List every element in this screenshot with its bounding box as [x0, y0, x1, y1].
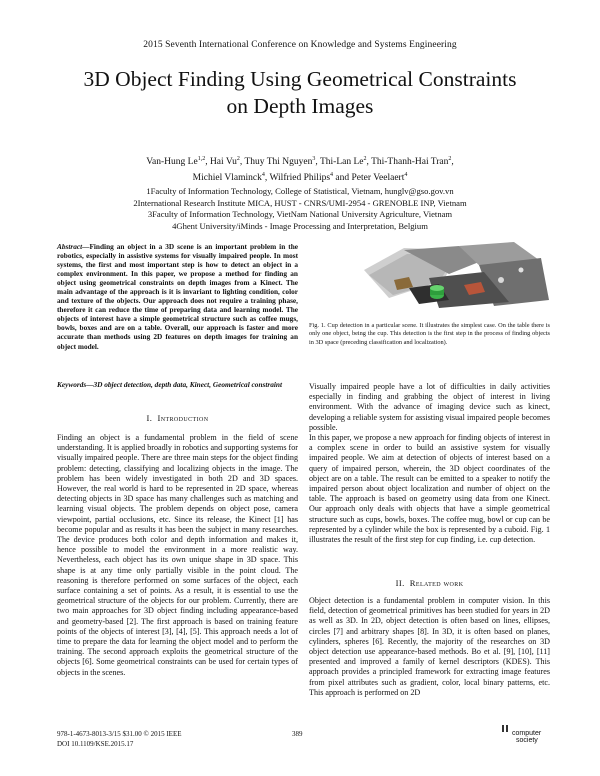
conference-header: 2015 Seventh International Conference on Knowledge and Systems Engineering — [143, 40, 457, 50]
title-line-1: 3D Object Finding Using Geometrical Constraints — [83, 67, 517, 91]
right-paragraph-2: In this paper, we propose a new approach for finding objects of interest in a complex scene in order to build an assistive system for visually impaired people. We aim at detection of objects of interest based on a query of impaired person, wherein, the 3D object coordinates of the object are on a table. The result can be emitted to a speaker to notify the impaired person about object localization and number of object on the table. The approach is based on geometry using data from one Kinect. Our approach only deals with objects that have a simple geometrical structure such as cups, bowls, boxes. The coffee mug, bowl or cup can be represented by a cylinder while the box is represented by a cuboid. Fig. 1 illustrates the result of the first step for cup finding, i.e. cup detection. — [309, 433, 550, 545]
affiliation-4: 4Ghent University/iMinds - Image Processing and Interpretation, Belgium — [172, 220, 428, 231]
keywords: Keywords—3D object detection, depth data, Kinect, Geometrical constraint — [57, 380, 282, 389]
related-work-text: Object detection is a fundamental problem in computer vision. In this field, detection of geometrical primitives has been studied for years in 2D as well as 3D. In 2D, object detection is often based on lines, ellipses, circles [7] and arbitrary shapes [8]. In 3D, it is often based on planes, cylinders, spheres [6]. Recently, the majority of the researches on 3D object detection use appearance-based methods. Bo et al. [9], [10], [11] presented and improved a family of kernel descriptors (KDES). This approach provides a principled framework for extracting image features from pixel attributes such as gradient, color, local binary patterns, etc. This approach is performed on 2D — [309, 596, 550, 697]
authors-line-1: Van-Hung Le$^{1,2}$, Hai Vu$^2$, Thuy Thi Nguyen$^3$, Thi-Lan Le$^2$, Thi-Thanh-Hai Tran$^2$, — [146, 156, 454, 168]
authors-line-2: Michiel Vlaminck$^4$, Wilfried Philips$^4$ and Peter Veelaert$^4$ — [192, 172, 408, 184]
paper-title — [40, 66, 560, 120]
figure-caption: Fig. 1. Cup detection in a particular scene. It illustrates the simplest case. On the table there is only one object, being the cup. This detection is the first step in the process of finding objects in 3D space (preceding classification and localization). — [309, 322, 550, 346]
footer-doi: DOI 10.1109/KSE.2015.17 — [57, 740, 134, 748]
introduction-text: Finding an object is a fundamental problem in the field of scene understanding. It is applied broadly in robotics and supporting systems for visually impaired people. There are three main steps for the object finding problem: detecting, classifying and localizing objects in the image. The problem has been widely investigated in both 2D and 3D spaces. However, the real world is hard to be represented in 2D space, whereas detecting objects in 3D space has many challenges such as matching and learning visual objects. The problem depends on object pose, camera viewpoint, partial occlusions, etc. Since its release, the Kinect [1] has become popular and as results it has been the subject in many researches. The device produces both color and depth information and makes it, hence possible to model the environment in a more realistic way. Nevertheless, each object has its own unique shape in 3D space. This shape is at any time only partially visible in the point cloud. The reasoning is therefore performed on some surfaces of the object, each surface containing a set of points. As a result, it is essential to use the geometrical structure of the objects for our problem. Currently, there are two main approaches for 3D object finding including appearance-based and geometry-based [2]. The first approach is based on training feature points of the objects of interest [3], [4], [5]. This approach needs a lot of time to prepare the data for learning the object model and to perform the training. The second approach exploits the geometrical structure of the objects [6]. Some geometrical constraints can be used for certain types of objects in the scenes. — [57, 433, 298, 677]
affiliation-1: 1Faculty of Information Technology, College of Statistical, Vietnam, hunglv@gso.gov.vn — [146, 186, 454, 196]
author-list — [60, 153, 540, 185]
title-line-2: on Depth Images — [226, 94, 374, 118]
page-number: 389 — [292, 730, 303, 738]
section-heading-introduction — [57, 413, 298, 423]
figure-1 — [309, 240, 550, 314]
logo-text-society: society — [516, 737, 538, 744]
affiliation-3: 3Faculty of Information Technology, VietNam National University Agriculture, Vietnam — [147, 209, 453, 220]
section-title: Introduction — [157, 413, 209, 423]
section-number: II. — [395, 578, 405, 588]
abstract — [57, 242, 298, 351]
abstract-text: —Finding an object in a 3D scene is an important problem in the robotics, especially in assistive systems for visually impaired people. In most systems, the first and most important step is how to detect an object in a complex environment. In this paper, we propose a method for finding an object using geometrical constraints on depth images from a Kinect. The main advantage of the approach is it is invariant to lighting condition, color and texture of the objects. Our approach does not require a training phase, therefore it can reduce the time of preparing data and learning model. The objects of interest have a simple geometrical structure such as coffee mugs, bowls, boxes and are on a table. Overall, our approach is faster and more accurate than methods using 2D features on depth images for training an object model. — [57, 242, 298, 351]
affiliation-2: 2International Research Institute MICA, HUST - CNRS/UMI-2954 - GRENOBLE INP, Vietnam — [133, 197, 467, 208]
affiliations — [60, 186, 540, 232]
logo-text-computer: computer — [512, 730, 542, 737]
computer-society-logo — [500, 722, 550, 750]
section-title: Related work — [409, 578, 464, 588]
section-number: I. — [146, 413, 153, 423]
footer-isbn: 978-1-4673-8013-3/15 $31.00 © 2015 IEEE — [57, 730, 182, 738]
section-heading-related-work — [309, 578, 550, 588]
point-cloud-image — [309, 240, 550, 314]
abstract-label: Abstract — [57, 242, 83, 251]
right-paragraph-1: Visually impaired people have a lot of difficulties in daily activities especially in finding and grabbing the object of interest in living environment. With the advance of imaging device such as kinect, developing a reliable system for assisting visual impaired people becomes possible. — [309, 382, 550, 432]
